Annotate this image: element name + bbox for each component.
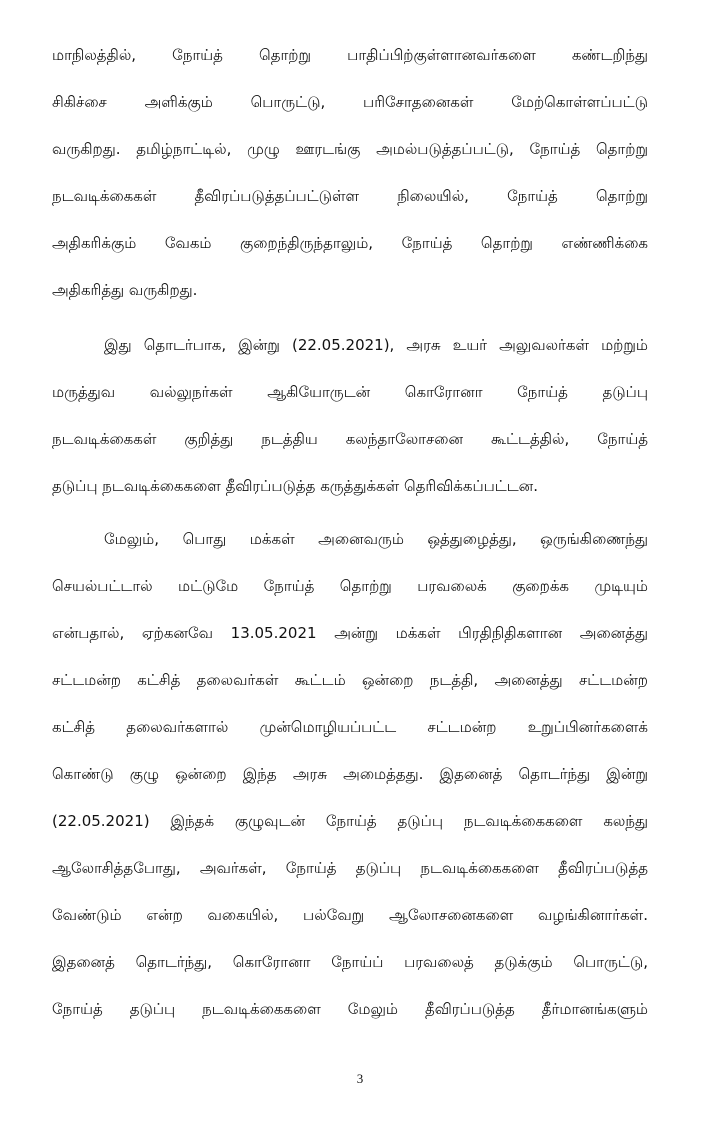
text-line: சிகிச்சை அளிக்கும் பொருட்டு, பரிசோதனைகள் மேற்கொள்ளப்பட்டு — [52, 93, 648, 111]
text-line: கட்சித் தலைவர்களால் முன்மொழியப்பட்ட சட்டமன்ற உறுப்பினர்களைக் — [52, 718, 648, 736]
page-number: 3 — [356, 1071, 364, 1086]
text-line: சட்டமன்ற கட்சித் தலைவர்கள் கூட்டம் ஒன்றை நடத்தி, அனைத்து சட்டமன்ற — [52, 671, 648, 689]
text-line: (22.05.2021) இந்தக் குழுவுடன் நோய்த் தடுப்பு நடவடிக்கைகளை கலந்து — [52, 812, 648, 830]
text-line: என்பதால், ஏற்கனவே 13.05.2021 அன்று மக்கள் பிரதிநிதிகளான அனைத்து — [52, 624, 648, 642]
text-line: வருகிறது. தமிழ்நாட்டில், முழு ஊரடங்கு அமல்படுத்தப்பட்டு, நோய்த் தொற்று — [52, 140, 648, 158]
paragraph-first-line: மேலும், பொது மக்கள் அனைவரும் ஒத்துழைத்து, ஒருங்கிணைந்து — [104, 530, 648, 548]
text-line: செயல்பட்டால் மட்டுமே நோய்த் தொற்று பரவலைக் குறைக்க முடியும் — [52, 577, 648, 595]
paragraph-first-line: இது தொடர்பாக, இன்று (22.05.2021), அரசு உயர் அலுவலர்கள் மற்றும் — [104, 336, 648, 354]
text-line: அதிகரிக்கும் வேகம் குறைந்திருந்தாலும், நோய்த் தொற்று எண்ணிக்கை — [52, 234, 648, 252]
text-line: கொண்டு குழு ஒன்றை இந்த அரசு அமைத்தது. இதனைத் தொடர்ந்து இன்று — [52, 765, 648, 783]
text-line: நடவடிக்கைகள் தீவிரப்படுத்தப்பட்டுள்ள நிலையில், நோய்த் தொற்று — [52, 187, 648, 205]
text-line: தடுப்பு நடவடிக்கைகளை தீவிரப்படுத்த கருத்துக்கள் தெரிவிக்கப்பட்டன. — [52, 477, 538, 495]
text-line: நோய்த் தடுப்பு நடவடிக்கைகளை மேலும் தீவிரப்படுத்த தீர்மானங்களும் — [52, 1000, 648, 1018]
text-line: வேண்டும் என்ற வகையில், பல்வேறு ஆலோசனைகளை வழங்கினார்கள். — [52, 906, 648, 924]
text-line: அதிகரித்து வருகிறது. — [52, 281, 198, 299]
text-line: ஆலோசித்தபோது, அவர்கள், நோய்த் தடுப்பு நடவடிக்கைகளை தீவிரப்படுத்த — [52, 859, 648, 877]
text-line: நடவடிக்கைகள் குறித்து நடத்திய கலந்தாலோசனை கூட்டத்தில், நோய்த் — [52, 430, 648, 448]
text-line: மருத்துவ வல்லுநர்கள் ஆகியோருடன் கொரோனா நோய்த் தடுப்பு — [52, 383, 648, 401]
text-line: இதனைத் தொடர்ந்து, கொரோனா நோய்ப் பரவலைத் தடுக்கும் பொருட்டு, — [52, 953, 648, 971]
text-line: மாநிலத்தில், நோய்த் தொற்று பாதிப்பிற்குள்ளானவர்களை கண்டறிந்து — [52, 46, 648, 64]
